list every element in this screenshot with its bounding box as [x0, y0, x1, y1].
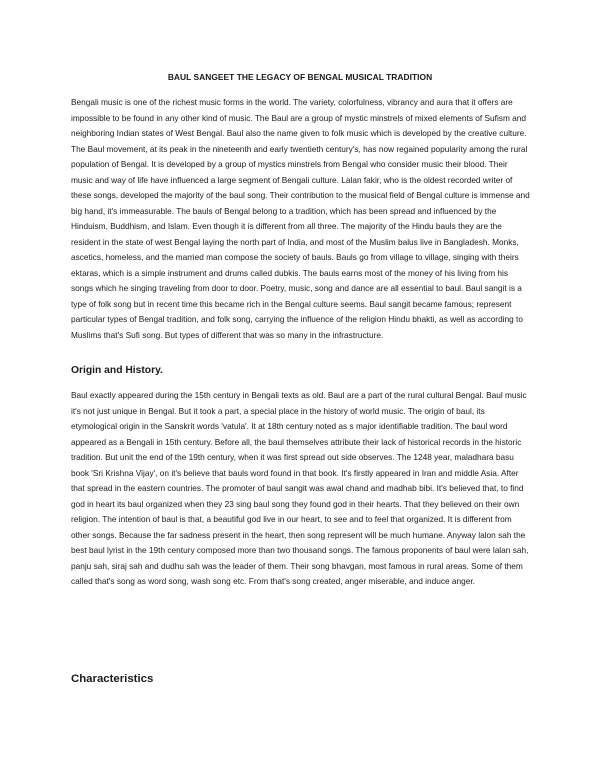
document-title: BAUL SANGEET THE LEGACY OF BENGAL MUSICAL TRADITION	[167, 72, 433, 82]
origin-history-paragraph: Baul exactly appeared during the 15th century in Bengali texts as old. Baul are a part of the rural cultural Bengal. Baul music it's not just unique in Bengal. But it took a part, a special place in the history of world music. The origin of baul, its etymological origin in the Sanskrit words 'vatula'. It at 18th century noted as s major identifiable tradition. The baul word appeared as a Bengali in 15th century. Before all, the baul themselves attribute their lack of historical records in the historic tradition. But unit the end of the 19th century, when it was first spread out side observes. The 1248 year, maladhara basu book 'Sri Krishna Vijay', on it's believe that bauls word found in that book. It's firstly appeared in Iran and middle Asia. After that spread in the eastern countries. The promoter of baul sangit was awal chand and madhab bibi. It's believed that, to find god in heart its baul organized when they 23 sing baul song they found god in their hearts. That they believed on their own religion. The intention of baul is that, a beautiful god live in our heart, to see and to feel that organized. It is different from other songs. Because the far sadness present in the heart, then song represent will be much humane. Anyway lalon sah the best baul lyrist in the 19th century composed more than two thousand songs. The famous proponents of baul were lalan sah, panju sah, siraj sah and dudhu sah was the leader of them. Their song bhavgan, most famous in rural areas. Some of them called that's song as word song, wash song etc. From that's song created, anger miserable, and induce anger.	[71, 390, 529, 587]
characteristics-heading: Characteristics	[71, 673, 154, 685]
intro-paragraph: Bengali music is one of the richest music forms in the world. The variety, colorfulness, vibrancy and aura that it offers are impossible to be found in any other kind of music. The Baul are a group of mystic minstrels of mixed elements of Sufism and neighboring Indian states of West Bengal. Baul also the name given to folk music which is developed by the creative culture. The Baul movement, at its peak in the nineteenth and early twentieth century's, has now regained popularity among the rural population of Bengal. It is developed by a group of mystics minstrels from Bengal who consider music their blood. Their music and way of life have influenced a large segment of Bengali culture. Lalan fakir, who is the oldest recorded writer of these songs, developed the majority of the baul song. Their contribution to the musical field of Bengal culture is immense and big hand, it's immeasurable. The bauls of Bengal belong to a tradition, which has been spread and influenced by the Hinduism, Buddhism, and Islam. Even though it is different from all three. The majority of the Hindu bauls they are the resident in the state of west Bengal laying the north part of India, and most of the Muslim balus live in Bangladesh. Monks, ascetics, homeless, and the married man compose the society of bauls. Bauls go from village to village, singing with theirs ektaras, which is a simple instrument and drums called dubkis. The bauls earns most of the money of his living from his songs which he singing traveling from door to door. Poetry, music, song and dance are all essential to baul. Baul sangit is a type of folk song but in recent time this became rich in the Bengal culture seems. Baul sangit became famous; represent particular types of Bengal tradition, and folk song, carrying the influence of the religion Hindu bhakti, as well as according to Muslims that's Sufi song. But types of different that was so many in the infrastructure.	[71, 97, 530, 340]
origin-history-heading: Origin and History.	[71, 365, 163, 376]
